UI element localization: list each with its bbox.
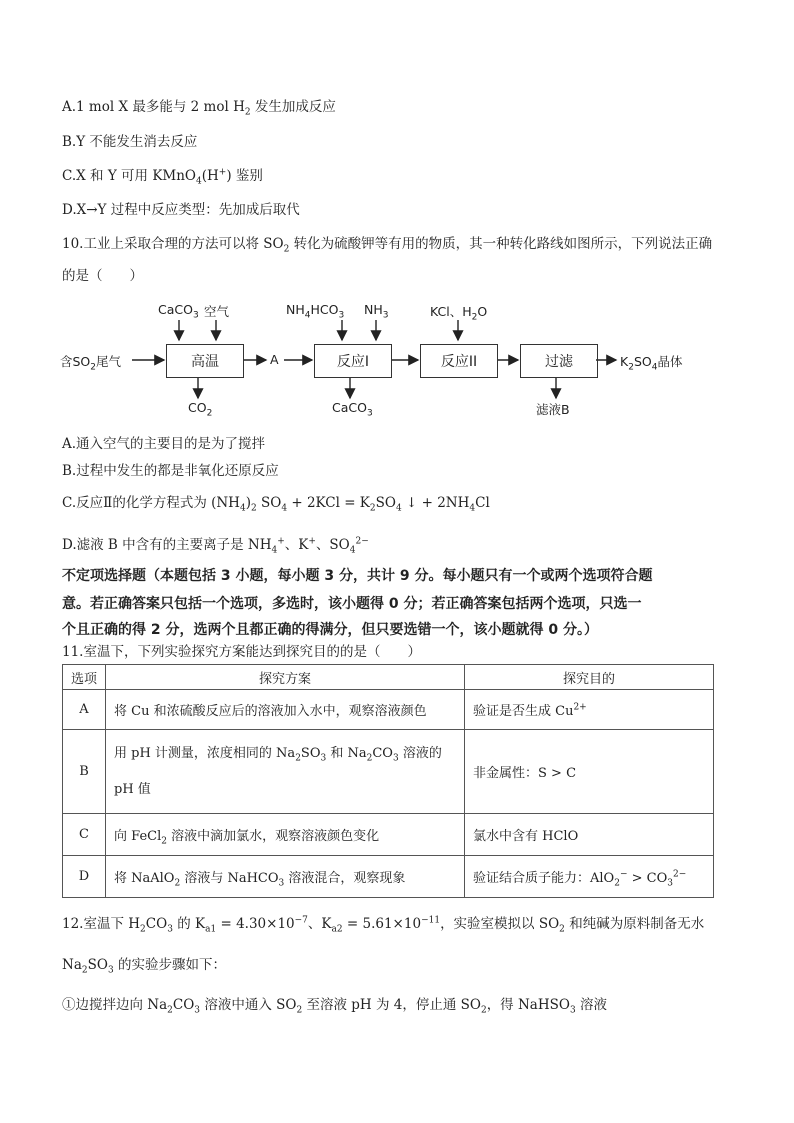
box-reaction-2: 反应II [420,344,498,378]
caco3-input-label: CaCO$_3$ [158,302,199,321]
a-label: A [270,352,279,367]
box-reaction-1: 反应I [314,344,392,378]
q10-option-d: D.滤液 B 中含有的主要离子是 $NH_4^+$、K+、$SO_4^{2-}$ [62,536,369,556]
section-instruction-line2: 意。若正确答案只包括一个选项，多选时，该小题得 0 分；若正确答案包括两个选项，只选一 [62,596,642,612]
q10-stem-line1: 10.工业上采取合理的方法可以将 $SO_2$ 转化为硫酸钾等有用的物质，其一种转化路线如图所示，下列说法正确 [62,236,713,255]
caco3-output-label: CaCO$_3$ [332,400,373,419]
q12-step-1: ①边搅拌边向 $Na_2CO_3$ 溶液中通入 $SO_2$ 至溶液 pH 为 4，停止通 $SO_2$，得 NaHSO$_3$ 溶液 [62,997,607,1016]
row-c-option: C [63,814,106,856]
row-a-option: A [63,690,106,730]
row-a-plan: 将 Cu 和浓硫酸反应后的溶液加入水中，观察溶液颜色 [106,690,465,730]
q10-option-a: A.通入空气的主要目的是为了搅拌 [62,436,266,452]
q9-option-d: D.X→Y 过程中反应类型：先加成后取代 [62,202,300,218]
row-d-plan: 将 NaAlO$_2$ 溶液与 NaHCO$_3$ 溶液混合，观察现象 [106,856,465,898]
q10-stem-line2: 的是（ ） [62,268,143,284]
table-header-row [63,665,714,690]
kcl-h2o-label: KCl、$H_2O$ [430,304,488,323]
q10-option-b: B.过程中发生的都是非氧化还原反应 [62,463,279,479]
q12-stem-line2: $Na_2SO_3$ 的实验步骤如下： [62,957,226,976]
nh4hco3-label: $NH_4HCO_3$ [286,302,345,321]
row-c-plan: 向 FeCl$_2$ 溶液中滴加氯水，观察溶液颜色变化 [106,814,465,856]
nh3-label: $NH_3$ [364,302,389,321]
header-plan: 探究方案 [106,665,465,690]
header-goal: 探究目的 [465,665,714,690]
co2-label: $CO_2$ [188,400,213,419]
filtrate-b-label: 滤液B [536,402,570,417]
table-row [63,856,714,898]
row-d-goal: 验证结合质子能力：$AlO_2^- > CO_3^{2-}$ [465,856,714,898]
table-row [63,690,714,730]
air-label: 空气 [204,304,230,319]
header-option: 选项 [63,665,106,690]
q9-option-c: C.X 和 Y 可用 KMnO$_4$(H+) 鉴别 [62,167,263,187]
q9-option-b: B.Y 不能发生消去反应 [62,134,198,150]
table-row [63,730,714,814]
row-d-option: D [63,856,106,898]
row-b-goal: 非金属性：S > C [465,730,714,814]
row-b-plan: 用 pH 计测量，浓度相同的 $Na_2SO_3$ 和 $Na_2CO_3$ 溶液的 pH 值 [106,730,465,814]
q12-stem-line1: 12.室温下 $H_2CO_3$ 的 $K_{a1} = 4.30\times 10^{-7}$、$K_{a2} = 5.61\times 10^{-11}$，实验室模拟以 $SO_2$ 和纯碱为原料制备无水 [62,915,705,935]
row-a-goal: 验证是否生成 $Cu^{2+}$ [465,690,714,730]
section-instruction-line1: 不定项选择题（本题包括 3 小题，每小题 3 分，共计 9 分。每小题只有一个或两个选项符合题 [62,568,653,584]
box-high-temp: 高温 [166,344,244,378]
section-instruction-line3: 个且正确的得 2 分，选两个且都正确的得满分，但只要选错一个，该小题就得 0 分。） [62,622,598,638]
q9-option-a: A.1 mol X 最多能与 2 mol $H_2$ 发生加成反应 [62,99,336,118]
table-row [63,814,714,856]
q10-option-c: C.反应Ⅱ的化学方程式为 $(NH_4)_2$ $SO_4 + 2KCl = K_2SO_4$ ↓ + $2NH_4Cl$ [62,495,490,514]
box-filtration: 过滤 [520,344,598,378]
q11-table [62,664,714,898]
q11-stem: 11.室温下，下列实验探究方案能达到探究目的的是（ ） [62,644,421,660]
row-b-option: B [63,730,106,814]
row-c-goal: 氯水中含有 HClO [465,814,714,856]
inlet-label: 含$SO_2$尾气 [60,354,122,373]
k2so4-product-label: $K_2SO_4$晶体 [620,354,683,373]
